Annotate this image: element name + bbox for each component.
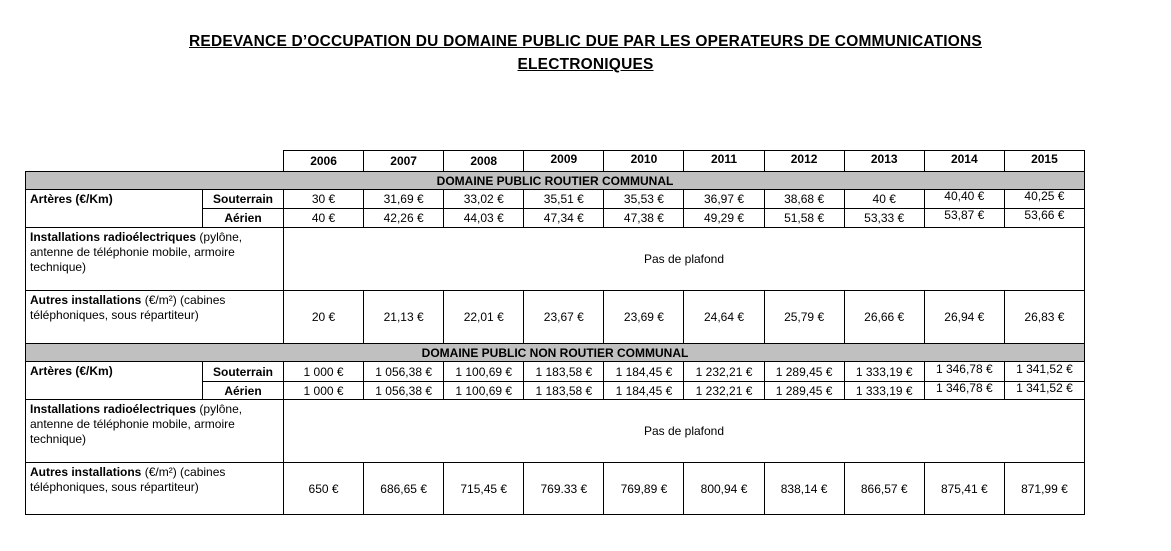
arteres-label-cell: Artères (€/Km): [26, 190, 203, 228]
value-cell: 22,01 €: [444, 291, 524, 344]
value-cell: 25,79 €: [764, 291, 844, 344]
year-header-row: [26, 151, 1085, 172]
year-header-cell: 2014: [924, 151, 1004, 172]
value-cell: 1 232,21 €: [684, 382, 764, 400]
year-header-cell: 2015: [1004, 151, 1084, 172]
value-cell: 1 341,52 €: [1004, 382, 1084, 400]
value-cell: 769.33 €: [524, 463, 604, 515]
table-row: [26, 190, 1085, 209]
value-cell: 40,40 €: [924, 190, 1004, 209]
page-title-line1: REDEVANCE D’OCCUPATION DU DOMAINE PUBLIC DUE PAR LES OPERATEURS DE COMMUNICATIONS: [189, 33, 982, 50]
value-cell: 1 056,38 €: [364, 382, 444, 400]
installations-label-cell: Installations radioélectriques (pylône, antenne de téléphonie mobile, armoire technique): [26, 228, 284, 291]
aerien-label-cell: Aérien: [203, 382, 284, 400]
value-cell: 866,57 €: [844, 463, 924, 515]
page-title: [0, 31, 1171, 76]
value-cell: 40 €: [844, 190, 924, 209]
value-cell: 42,26 €: [364, 209, 444, 228]
value-cell: 47,38 €: [604, 209, 684, 228]
value-cell: 871,99 €: [1004, 463, 1084, 515]
year-header-cell: 2007: [364, 151, 444, 172]
value-cell: 36,97 €: [684, 190, 764, 209]
year-header-cell: 2009: [524, 151, 604, 172]
arteres-label-cell: Artères (€/Km): [26, 362, 203, 400]
value-cell: 44,03 €: [444, 209, 524, 228]
value-cell: 1 289,45 €: [764, 382, 844, 400]
value-cell: 24,64 €: [684, 291, 764, 344]
value-cell: 650 €: [284, 463, 364, 515]
value-cell: 1 184,45 €: [604, 382, 684, 400]
installations-label-cell: Installations radioélectriques (pylône, antenne de téléphonie mobile, armoire technique): [26, 400, 284, 463]
year-header-cell: 2006: [284, 151, 364, 172]
value-cell: 769,89 €: [604, 463, 684, 515]
value-cell: 51,58 €: [764, 209, 844, 228]
value-cell: 23,67 €: [524, 291, 604, 344]
section-header-row: [26, 172, 1085, 190]
souterrain-label-cell: Souterrain: [203, 190, 284, 209]
value-cell: 1 056,38 €: [364, 362, 444, 382]
header-spacer-cell: [26, 151, 284, 172]
value-cell: 38,68 €: [764, 190, 844, 209]
table-row: [26, 362, 1085, 382]
value-cell: 49,29 €: [684, 209, 764, 228]
value-cell: 1 000 €: [284, 382, 364, 400]
value-cell: 40 €: [284, 209, 364, 228]
section-header-routier: DOMAINE PUBLIC ROUTIER COMMUNAL: [26, 172, 1085, 190]
souterrain-label-cell: Souterrain: [203, 362, 284, 382]
pas-de-plafond-cell: Pas de plafond: [284, 400, 1085, 463]
year-header-cell: 2011: [684, 151, 764, 172]
value-cell: 26,94 €: [924, 291, 1004, 344]
value-cell: 1 346,78 €: [924, 362, 1004, 382]
pas-de-plafond-cell: Pas de plafond: [284, 228, 1085, 291]
year-header-cell: 2013: [844, 151, 924, 172]
value-cell: 40,25 €: [1004, 190, 1084, 209]
section-header-non-routier: DOMAINE PUBLIC NON ROUTIER COMMUNAL: [26, 344, 1085, 362]
value-cell: 1 100,69 €: [444, 362, 524, 382]
value-cell: 1 289,45 €: [764, 362, 844, 382]
autres-label-cell: Autres installations (€/m²) (cabines téléphoniques, sous répartiteur): [26, 463, 284, 515]
value-cell: 715,45 €: [444, 463, 524, 515]
page-title-line2: ELECTRONIQUES: [517, 55, 654, 73]
value-cell: 26,66 €: [844, 291, 924, 344]
fee-table: [25, 150, 1085, 515]
value-cell: 23,69 €: [604, 291, 684, 344]
year-header-cell: 2010: [604, 151, 684, 172]
value-cell: 53,87 €: [924, 209, 1004, 228]
value-cell: 47,34 €: [524, 209, 604, 228]
year-header-cell: 2008: [444, 151, 524, 172]
value-cell: 686,65 €: [364, 463, 444, 515]
value-cell: 35,51 €: [524, 190, 604, 209]
value-cell: 31,69 €: [364, 190, 444, 209]
table-row: [26, 291, 1085, 344]
aerien-label-cell: Aérien: [203, 209, 284, 228]
autres-label-cell: Autres installations (€/m²) (cabines téléphoniques, sous répartiteur): [26, 291, 284, 344]
section-header-row: [26, 344, 1085, 362]
value-cell: 53,66 €: [1004, 209, 1084, 228]
value-cell: 1 333,19 €: [844, 362, 924, 382]
table-row: [26, 400, 1085, 463]
value-cell: 800,94 €: [684, 463, 764, 515]
value-cell: 1 100,69 €: [444, 382, 524, 400]
value-cell: 35,53 €: [604, 190, 684, 209]
value-cell: 1 333,19 €: [844, 382, 924, 400]
value-cell: 1 183,58 €: [524, 362, 604, 382]
value-cell: 1 000 €: [284, 362, 364, 382]
table-row: [26, 463, 1085, 515]
value-cell: 53,33 €: [844, 209, 924, 228]
value-cell: 1 184,45 €: [604, 362, 684, 382]
value-cell: 30 €: [284, 190, 364, 209]
value-cell: 875,41 €: [924, 463, 1004, 515]
value-cell: 33,02 €: [444, 190, 524, 209]
value-cell: 21,13 €: [364, 291, 444, 344]
year-header-cell: 2012: [764, 151, 844, 172]
value-cell: 20 €: [284, 291, 364, 344]
value-cell: 1 346,78 €: [924, 382, 1004, 400]
value-cell: 1 341,52 €: [1004, 362, 1084, 382]
table-row: [26, 228, 1085, 291]
value-cell: 1 183,58 €: [524, 382, 604, 400]
value-cell: 1 232,21 €: [684, 362, 764, 382]
value-cell: 838,14 €: [764, 463, 844, 515]
value-cell: 26,83 €: [1004, 291, 1084, 344]
